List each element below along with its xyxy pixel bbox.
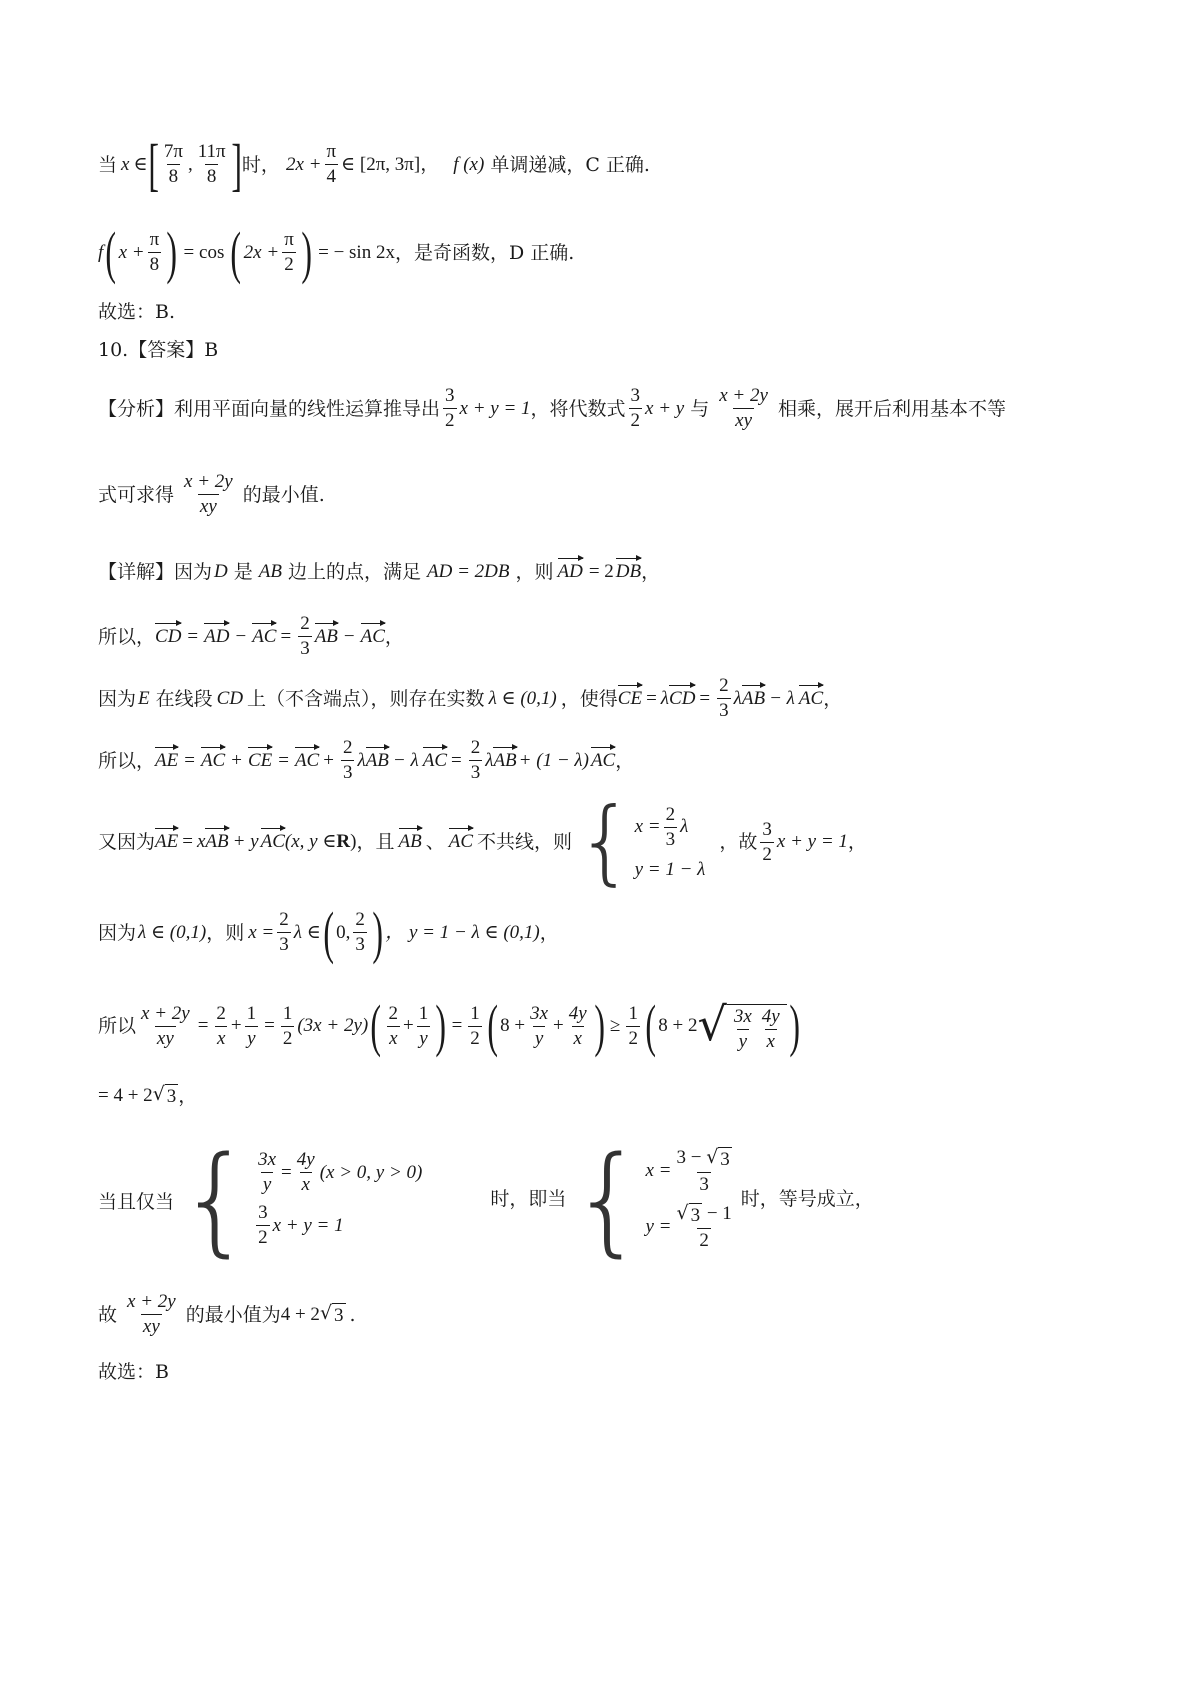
text: 当 bbox=[98, 153, 118, 176]
math-expr: (x, y ∈ bbox=[284, 831, 337, 852]
detail-line bbox=[98, 788, 867, 895]
math-expr: x = bbox=[248, 921, 275, 943]
math-expr: = − sin 2x bbox=[318, 241, 395, 263]
math-expr: − λ bbox=[769, 687, 795, 709]
fraction: $\frac{x + 2y}{xy}$ bbox=[184, 471, 233, 517]
answer-choice bbox=[98, 300, 175, 324]
text: ，使得 bbox=[560, 687, 618, 710]
text: 故选：B. bbox=[98, 301, 176, 323]
text: 在线段 bbox=[155, 687, 213, 710]
math-expr: 0, bbox=[336, 921, 351, 943]
fraction: $\frac{\pi}{4}$ bbox=[326, 141, 337, 187]
analysis-line bbox=[98, 470, 325, 519]
vector-AE: AE bbox=[155, 831, 179, 852]
math-expr: 8 + 2 bbox=[658, 1015, 698, 1036]
fraction: $\frac{3}{2}$ bbox=[445, 385, 455, 431]
math-eq: = bbox=[187, 625, 199, 647]
detail-line bbox=[98, 612, 404, 661]
math-lambda: λ bbox=[485, 749, 494, 771]
math-expr: 2x + bbox=[243, 241, 280, 263]
vector-CE: CE bbox=[617, 687, 643, 709]
math-expr: λ ∈ bbox=[293, 921, 321, 943]
vector-AC: AC bbox=[360, 625, 385, 647]
fraction: $\frac{7\pi}{8}$ bbox=[163, 141, 183, 187]
math-eq: = bbox=[278, 749, 289, 771]
math-lambda: λ bbox=[660, 687, 670, 709]
text: ， bbox=[641, 561, 661, 583]
fraction: $\frac{1}{2}$ bbox=[470, 1002, 480, 1049]
text: 故选：B bbox=[98, 1361, 169, 1383]
vector-AB: AB bbox=[365, 749, 389, 771]
text: ， bbox=[615, 749, 635, 772]
math-eq: = bbox=[264, 1015, 275, 1036]
text: 与 bbox=[690, 397, 710, 420]
text: 上（不含端点），则存在实数 bbox=[247, 687, 485, 710]
line-monotonic: 当 x ∈ [ $\frac{7\pi}{8}$ , $\frac{11\pi}{8}$ ] 时， 2x + $\frac{\pi}{4}$ ∈ [2π, 3π]， f (x) 单调递减，C 正确. bbox=[98, 131, 650, 197]
math-var: E bbox=[138, 687, 150, 709]
math-expr: AD = 2DB bbox=[427, 561, 510, 582]
math-expr: + y bbox=[232, 831, 259, 852]
square-root: √ 3 bbox=[319, 1302, 344, 1326]
math-expr: 8 + bbox=[500, 1015, 526, 1036]
text: 的最小值为 bbox=[185, 1303, 281, 1326]
text: . bbox=[349, 1303, 356, 1326]
math-paren: ) bbox=[350, 831, 357, 852]
math-eq: = bbox=[646, 687, 657, 709]
vector-AC: AC bbox=[200, 749, 226, 771]
fraction: $\frac{2}{x}$ bbox=[216, 1002, 226, 1049]
math-eq: = bbox=[451, 1015, 463, 1036]
detail-line bbox=[98, 736, 634, 785]
fraction: $\frac{11\pi}{8}$ bbox=[197, 141, 226, 187]
final-choice bbox=[98, 1360, 169, 1384]
math-expr: − λ bbox=[392, 749, 419, 771]
line-odd-function: f ( x + $\frac{\pi}{8}$ ) = cos ( 2x + $\frac{\pi}{2}$ ) = − sin 2x ，是奇函数，D 正确. bbox=[98, 219, 575, 285]
math-eq: = bbox=[280, 625, 292, 647]
text: 是 bbox=[233, 561, 253, 583]
text: 所以， bbox=[98, 749, 156, 772]
text: 故 bbox=[98, 1303, 118, 1326]
fraction: $\frac{2}{3}$ bbox=[300, 613, 310, 659]
math-expr: x + bbox=[118, 241, 145, 263]
detail-line bbox=[98, 1082, 197, 1109]
fraction: $\frac{2}{3}$ bbox=[342, 737, 353, 783]
text: 又因为 bbox=[98, 831, 156, 853]
vector-AC: AC bbox=[448, 831, 474, 852]
text: ，故 bbox=[719, 831, 758, 853]
math-expr: x + y = 1 bbox=[459, 397, 531, 419]
math-var: D bbox=[214, 561, 228, 582]
text: 单调递减，C 正确. bbox=[490, 153, 650, 176]
math-plus: + bbox=[403, 1015, 414, 1036]
vector-AB: AB bbox=[493, 749, 517, 771]
math-ge: ≥ bbox=[610, 1015, 621, 1036]
math-expr: x + y = 1 bbox=[776, 831, 848, 852]
math-fx: f (x) bbox=[453, 153, 485, 175]
math-x: x bbox=[121, 153, 130, 175]
fraction: $\frac{x + 2y}{xy}$ bbox=[141, 1002, 190, 1049]
math-reals: R bbox=[336, 831, 351, 852]
math-expr: = 4 + 2 bbox=[98, 1084, 153, 1106]
math-expr: 4 + 2 bbox=[280, 1303, 320, 1325]
math-var: CD bbox=[216, 687, 244, 709]
equation-system: { x = 3 − √ 3 3 y = √ 3 − 1 2 bbox=[570, 1130, 732, 1268]
vector-AC: AC bbox=[798, 687, 824, 709]
vector-AB: AB bbox=[741, 687, 766, 709]
text: 所以 bbox=[98, 1015, 137, 1037]
fraction: $\frac{3}{2}$ bbox=[762, 818, 772, 865]
vector-AC: AC bbox=[422, 749, 447, 771]
text: ， bbox=[539, 921, 559, 944]
detail-line bbox=[98, 1290, 356, 1339]
text: ，且 bbox=[356, 831, 395, 853]
vector-CD: CD bbox=[669, 687, 696, 709]
vector-DB: DB bbox=[615, 561, 642, 582]
vector-AB: AB bbox=[314, 625, 338, 647]
text: ，将代数式 bbox=[530, 397, 626, 420]
math-eq: = bbox=[197, 1015, 209, 1036]
math-in: ∈ bbox=[133, 153, 148, 175]
text: 所以， bbox=[98, 625, 156, 648]
fraction: $\frac{x + 2y}{xy}$ bbox=[719, 385, 768, 431]
fraction: $\frac{3x}{y}$ bbox=[530, 1002, 549, 1049]
text: 【分析】利用平面向量的线性运算推导出 bbox=[98, 397, 441, 420]
vector-AC: AC bbox=[252, 625, 277, 647]
text: 不共线，则 bbox=[477, 831, 573, 853]
detail-line: 所以 $\frac{x + 2y}{xy}$ = $\frac{2}{x}$ + $\frac{1}{y}$ = $\frac{1}{2}$ (3x + 2y) ( $\frac{2}{x}$ + $\frac{1}{y}$ ) = $\frac{1}{2}$ ( 8 + $\frac{3x}{y}$ + $\frac{4y}{x}$ ) ≥ $\frac{1}{2}$ ( 8 + 2 √ $\frac{3x}{y}$ $\frac{4y}{x}$ ) bbox=[98, 993, 800, 1058]
math-plus: + bbox=[553, 1015, 564, 1036]
fraction: $\frac{2}{3}$ bbox=[279, 909, 289, 955]
vector-AD: AD bbox=[557, 561, 583, 582]
detail-line: 因为 λ ∈ (0,1) ，则 x = $\frac{2}{3}$ λ ∈ ( 0, $\frac{2}{3}$ ) ， y = 1 − λ ∈ (0,1) ， bbox=[98, 899, 559, 965]
text: 时，即当 bbox=[490, 1188, 567, 1210]
vector-AE: AE bbox=[155, 749, 179, 771]
analysis-line bbox=[98, 384, 1006, 433]
text: 【详解】因为 bbox=[98, 561, 213, 583]
math-expr: λ ∈ (0,1) bbox=[488, 687, 557, 709]
fraction: $\frac{2}{3}$ bbox=[355, 909, 365, 955]
math-expr: x + y bbox=[645, 397, 685, 419]
text: 因为 bbox=[98, 687, 137, 710]
equation-system: { x = $\frac{2}{3}$ λ y = 1 − λ bbox=[576, 788, 706, 895]
fraction: $\frac{\pi}{8}$ bbox=[149, 229, 160, 275]
text: 10.【答案】B bbox=[98, 339, 219, 361]
math-lambda: λ bbox=[733, 687, 742, 709]
fraction: $\frac{\pi}{2}$ bbox=[284, 229, 294, 275]
math-var: AB bbox=[258, 561, 282, 582]
text: 因为 bbox=[98, 921, 137, 944]
text: 相乘，展开后利用基本不等 bbox=[777, 397, 1006, 420]
text: ，是奇函数，D 正确. bbox=[394, 241, 575, 264]
equation-system: { $\frac{3x}{y}$ = $\frac{4y}{x}$ (x > 0, y > 0) $\frac{3}{2}$ x + y = 1 bbox=[178, 1130, 423, 1268]
fraction: $\frac{1}{2}$ bbox=[282, 1002, 293, 1049]
math-plus: + bbox=[231, 749, 242, 771]
vector-AB: AB bbox=[205, 831, 229, 852]
math-plus: + bbox=[230, 1015, 242, 1036]
math-plus: + bbox=[323, 749, 334, 771]
text: 、 bbox=[425, 831, 445, 853]
math-expr: = 2 bbox=[588, 561, 614, 582]
fraction: $\frac{x + 2y}{xy}$ bbox=[127, 1291, 176, 1337]
math-eq: = bbox=[184, 749, 195, 771]
math-eq: = bbox=[699, 687, 711, 709]
math-expr: ∈ [2π, 3π]， bbox=[341, 153, 440, 175]
math-eq: = bbox=[451, 749, 462, 771]
vector-AC: AC bbox=[590, 749, 616, 771]
math-expr: 2x + bbox=[285, 153, 322, 175]
fraction: $\frac{1}{y}$ bbox=[246, 1002, 257, 1049]
text: ，则 bbox=[206, 921, 245, 944]
math-eq: = bbox=[182, 831, 193, 852]
square-root: √ 3 bbox=[152, 1083, 177, 1107]
math-lambda: λ bbox=[357, 749, 366, 771]
fraction: $\frac{4y}{x}$ bbox=[568, 1002, 587, 1049]
vector-CE: CE bbox=[247, 749, 273, 771]
text: ， bbox=[847, 831, 867, 853]
vector-CD: CD bbox=[155, 625, 182, 647]
fraction: $\frac{1}{y}$ bbox=[418, 1002, 429, 1049]
detail-line bbox=[98, 674, 842, 723]
fraction: $\frac{1}{2}$ bbox=[628, 1002, 638, 1049]
fraction: $\frac{2}{x}$ bbox=[388, 1002, 399, 1049]
detail-line bbox=[98, 560, 660, 584]
square-root: √ $\frac{3x}{y}$ $\frac{4y}{x}$ bbox=[698, 998, 787, 1054]
vector-AC: AC bbox=[294, 749, 320, 771]
math-minus: − bbox=[235, 625, 247, 647]
math-expr: λ ∈ (0,1) bbox=[138, 921, 207, 943]
fraction: $\frac{3}{2}$ bbox=[630, 385, 641, 431]
math-cos: = cos bbox=[183, 241, 225, 263]
text: 时， bbox=[241, 153, 280, 176]
vector-AD: AD bbox=[204, 625, 230, 647]
detail-line bbox=[98, 1130, 874, 1268]
vector-AC: AC bbox=[260, 831, 285, 852]
math-expr: ， y = 1 − λ ∈ (0,1) bbox=[385, 921, 540, 943]
math-f: f bbox=[98, 241, 104, 263]
text: 边上的点，满足 bbox=[287, 561, 421, 583]
fraction: $\frac{2}{3}$ bbox=[470, 737, 481, 783]
text: 式可求得 bbox=[98, 483, 175, 506]
math-var: x bbox=[196, 831, 206, 852]
math-minus: − bbox=[343, 625, 355, 647]
text: ， bbox=[384, 625, 404, 648]
question-answer-heading bbox=[98, 338, 218, 362]
text: ，则 bbox=[515, 561, 554, 583]
vector-AB: AB bbox=[398, 831, 422, 852]
text: 的最小值. bbox=[242, 483, 325, 506]
text: 当且仅当 bbox=[98, 1191, 175, 1213]
text: 时，等号成立， bbox=[740, 1188, 874, 1210]
text: ， bbox=[178, 1084, 198, 1107]
fraction: $\frac{2}{3}$ bbox=[719, 675, 729, 721]
text: ， bbox=[823, 687, 843, 710]
math-expr: (3x + 2y) bbox=[297, 1015, 369, 1036]
math-expr: + (1 − λ) bbox=[518, 749, 589, 771]
